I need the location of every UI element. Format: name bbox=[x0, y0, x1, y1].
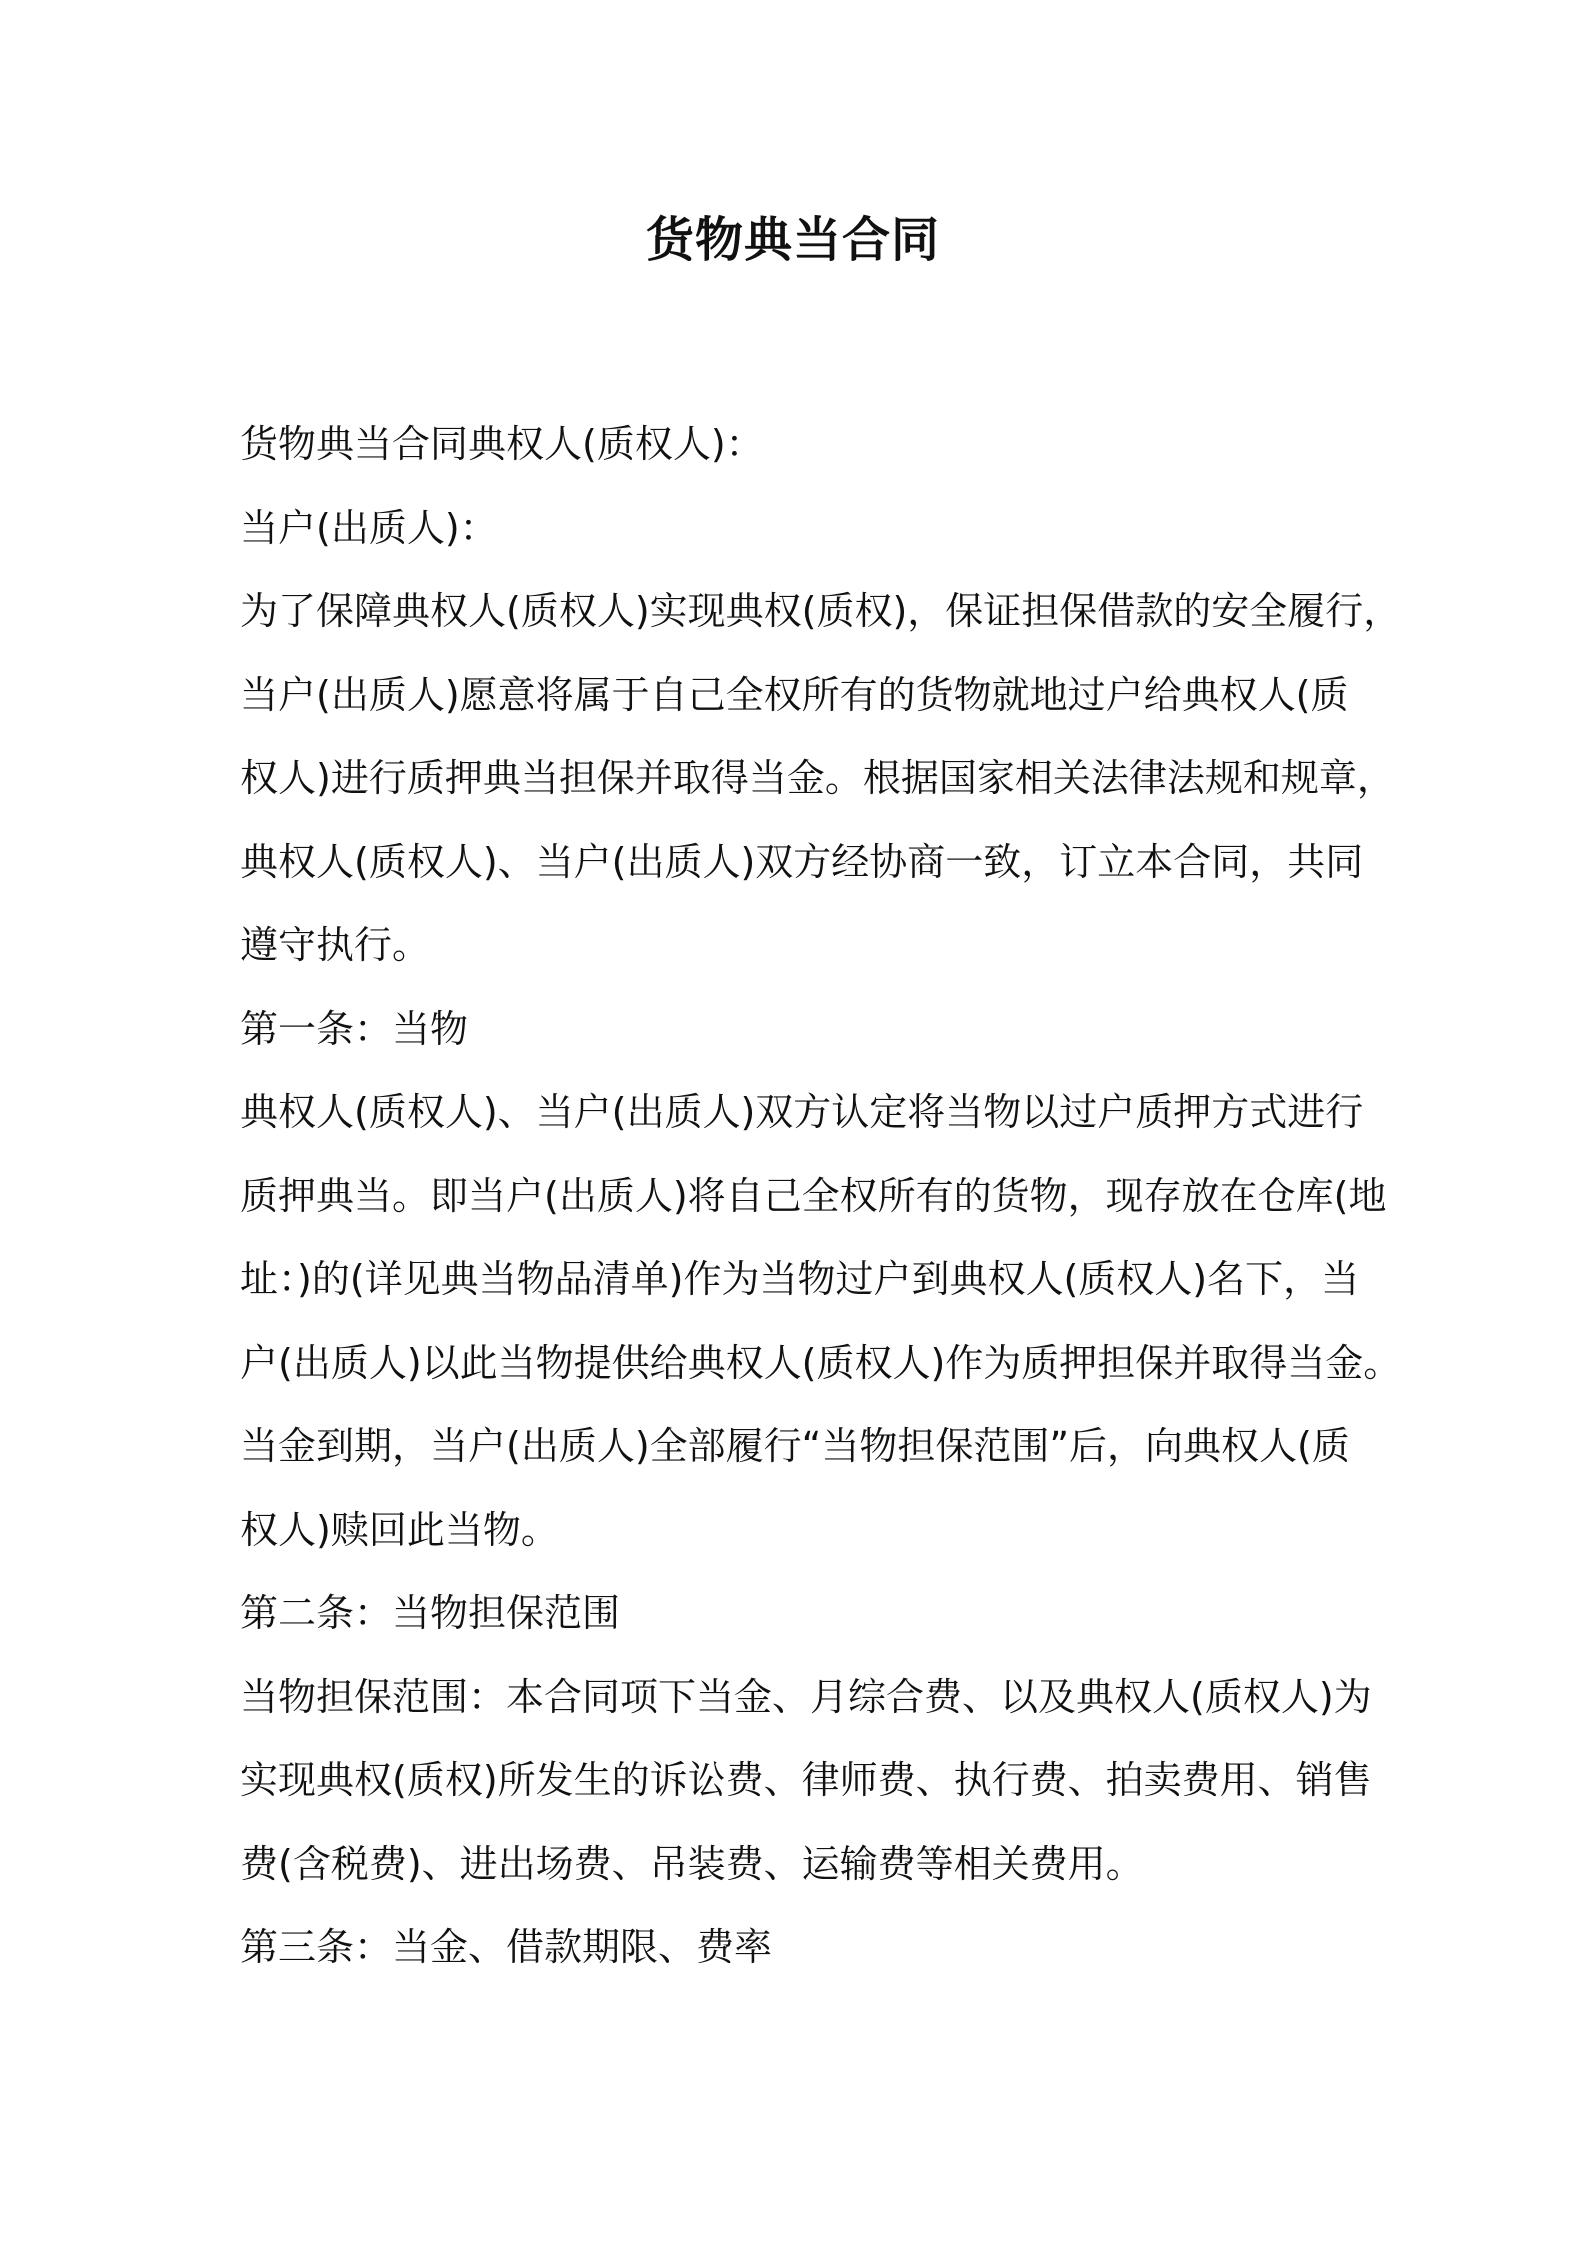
paragraph-line-pawner: 当户(出质人)： bbox=[240, 505, 498, 550]
paragraph-line: 当物担保范围：本合同项下当金、月综合费、以及典权人(质权人)为 bbox=[240, 1674, 1372, 1719]
article-heading-3: 第三条：当金、借款期限、费率 bbox=[240, 1925, 773, 1969]
paragraph-line: 典权人(质权人)、当户(出质人)双方经协商一致，订立本合同，共同 bbox=[240, 839, 1364, 884]
paragraph-line: 户(出质人)以此当物提供给典权人(质权人)作为质押担保并取得当金。 bbox=[240, 1340, 1402, 1385]
paragraph-line: 址：)的(详见典当物品清单)作为当物过户到典权人(质权人)名下，当 bbox=[240, 1257, 1360, 1301]
paragraph-line: 实现典权(质权)所发生的诉讼费、律师费、执行费、拍卖费用、销售 bbox=[240, 1758, 1372, 1802]
paragraph-line-pawnee: 货物典当合同典权人(质权人)： bbox=[240, 422, 764, 466]
paragraph-line: 当户(出质人)愿意将属于自己全权所有的货物就地过户给典权人(质 bbox=[240, 672, 1349, 717]
paragraph-line: 为了保障典权人(质权人)实现典权(质权)，保证担保借款的安全履行， bbox=[240, 589, 1402, 633]
document-body bbox=[240, 403, 1402, 1990]
article-heading-2: 第二条：当物担保范围 bbox=[240, 1591, 621, 1635]
paragraph-line: 权人)进行质押典当担保并取得当金。根据国家相关法律法规和规章， bbox=[240, 756, 1395, 800]
paragraph-line: 典权人(质权人)、当户(出质人)双方认定将当物以过户质押方式进行 bbox=[240, 1090, 1364, 1134]
document-title: 货物典当合同 bbox=[645, 212, 940, 268]
paragraph-line: 权人)赎回此当物。 bbox=[240, 1507, 559, 1552]
paragraph-line: 质押典当。即当户(出质人)将自己全权所有的货物，现存放在仓库(地 bbox=[240, 1173, 1387, 1218]
paragraph-line: 费(含税费)、进出场费、吊装费、运输费等相关费用。 bbox=[240, 1841, 1144, 1886]
article-heading-1: 第一条：当物 bbox=[240, 1006, 469, 1051]
paragraph-line: 遵守执行。 bbox=[240, 923, 431, 967]
paragraph-line: 当金到期，当户(出质人)全部履行“当物担保范围”后，向典权人(质 bbox=[240, 1424, 1350, 1468]
